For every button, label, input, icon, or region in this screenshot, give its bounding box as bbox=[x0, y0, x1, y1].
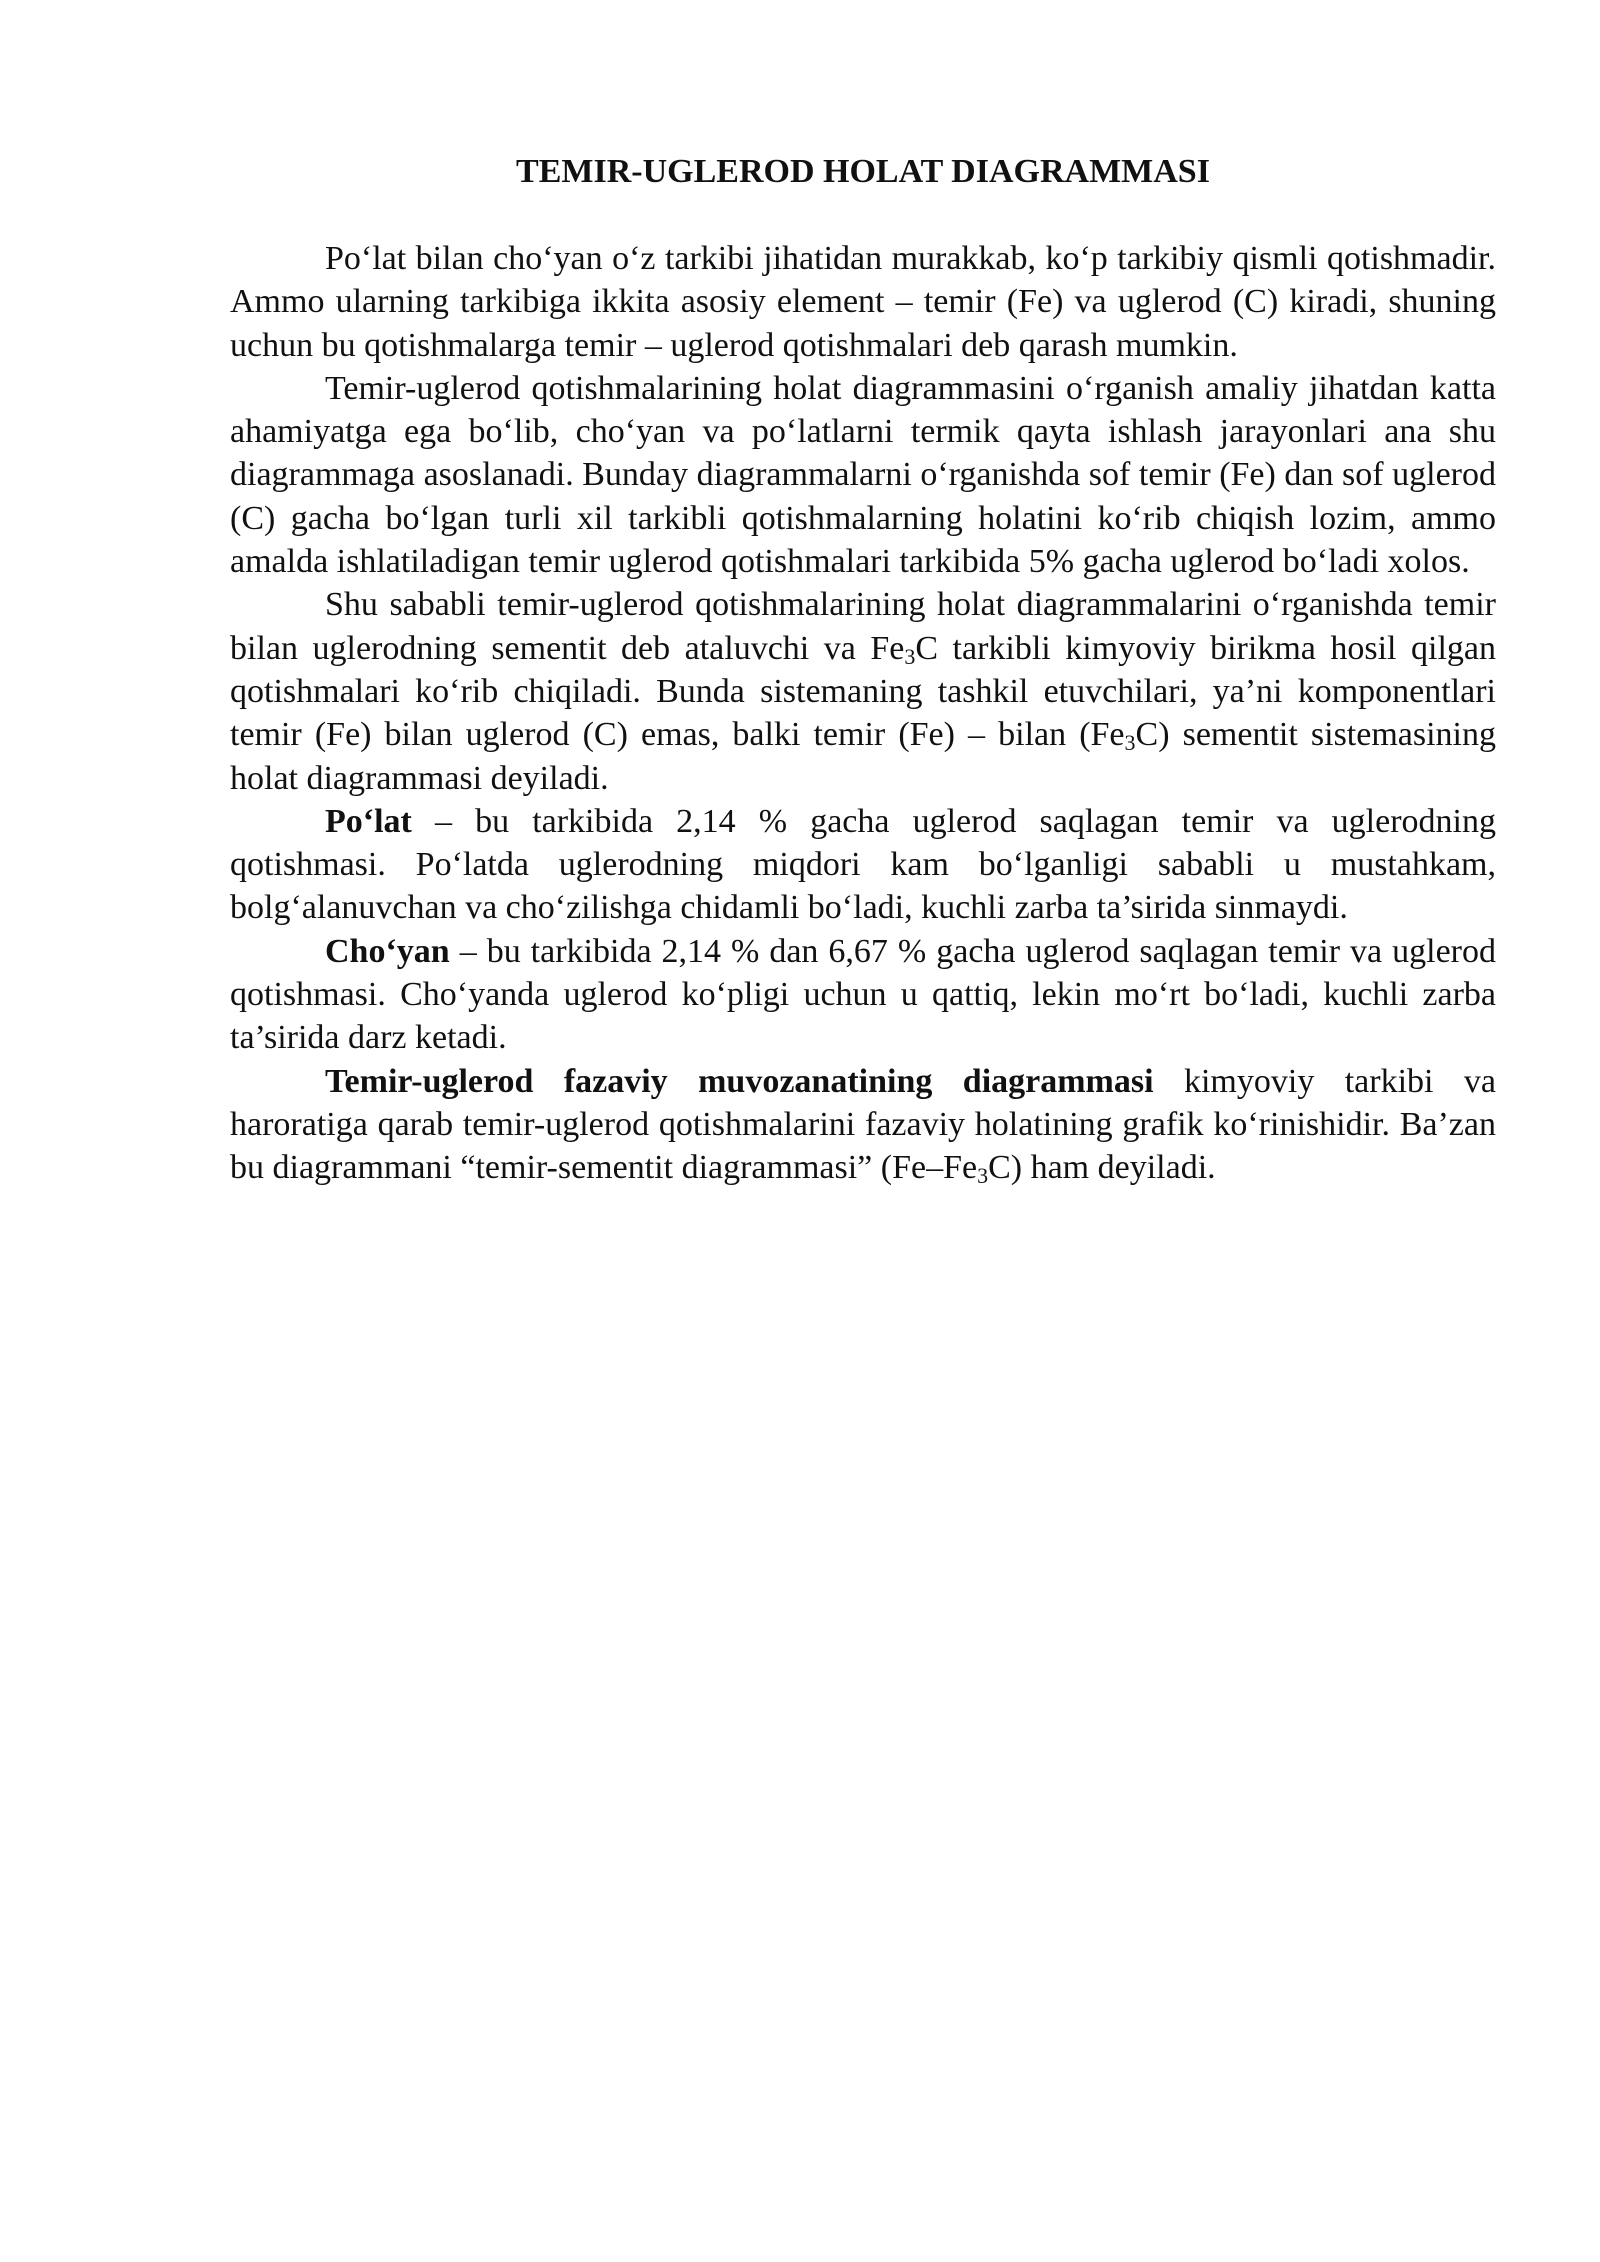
text-run: C) sementit sistemasining holat diagrammasi deyiladi. bbox=[230, 716, 1497, 797]
paragraph-diagram-importance: Temir-uglerod qotishmalarining holat diagrammasini o‘rganish amaliy jihatdan katta ahamiyatga ega bo‘lib, cho‘yan va po‘latlarni termik qayta ishlash jarayonlari ana shu diagrammaga asoslanadi. Bunday diagrammalarni o‘rganishda sof temir (Fe) dan sof uglerod (C) gacha bo‘lgan turli xil tarkibli qotishmalarning holatini ko‘rib chiqish lozim, ammo amalda ishlatiladigan temir uglerod qotishmalari tarkibida 5% gacha uglerod bo‘ladi xolos. bbox=[230, 369, 1496, 581]
paragraph-cast-iron-definition bbox=[230, 930, 1496, 1060]
subscript: 3 bbox=[904, 643, 916, 669]
document-page bbox=[230, 150, 1496, 1190]
definition-text: C) ham deyiladi. bbox=[988, 1149, 1216, 1187]
term-phase-diagram: Temir-uglerod fazaviy muvozanatining diagrammasi bbox=[325, 1062, 1154, 1100]
paragraph-steel-definition bbox=[230, 800, 1496, 930]
term-cast-iron: Cho‘yan bbox=[325, 932, 450, 970]
paragraph-phase-diagram-definition bbox=[230, 1060, 1496, 1190]
text-run: C tarkibli kimyoviy birikma hosil qilgan qotishmalari ko‘rib chiqiladi. Bunda sistemaning tashkil etuvchilari, ya’ni komponentlari temir (Fe) bilan uglerod (C) emas, balki temir (Fe) – bilan (Fe bbox=[230, 629, 1496, 754]
subscript: 3 bbox=[977, 1163, 989, 1189]
subscript: 3 bbox=[1124, 730, 1136, 756]
definition-text: kimyoviy tarkibi va haroratiga qarab temir-uglerod qotishmalarini fazaviy holatining grafik ko‘rinishidir. Ba’zan bu diagrammani “temir-sementit diagrammasi” (Fe–Fe bbox=[230, 1062, 1497, 1187]
paragraph-intro: Po‘lat bilan cho‘yan o‘z tarkibi jihatidan murakkab, ko‘p tarkibiy qismli qotishmadir. Ammo ularning tarkibiga ikkita asosiy element – temir (Fe) va uglerod (C) kiradi, shuning uchun bu qotishmalarga temir – uglerod qotishmalari deb qarash mumkin. bbox=[230, 240, 1496, 364]
definition-text: – bu tarkibida 2,14 % gacha uglerod saqlagan temir va uglerodning qotishmasi. Po‘latda uglerodning miqdori kam bo‘lganligi sababli u mustahkam, bolg‘alanuvchan va cho‘zilishga chidamli bo‘ladi, kuchli zarba ta’sirida sinmaydi. bbox=[230, 802, 1496, 927]
term-steel: Po‘lat bbox=[325, 802, 412, 840]
text-run: Shu sababli temir-uglerod qotishmalarining holat diagrammalarini o‘rganishda temir bilan uglerodning sementit deb ataluvchi va Fe bbox=[230, 586, 1496, 667]
definition-text: – bu tarkibida 2,14 % dan 6,67 % gacha uglerod saqlagan temir va uglerod qotishmasi. Cho‘yanda uglerod ko‘pligi uchun u qattiq, lekin mo‘rt bo‘ladi, kuchli zarba ta’sirida darz ketadi. bbox=[230, 932, 1496, 1057]
page-title: TEMIR-UGLEROD HOLAT DIAGRAMMASI bbox=[516, 153, 1210, 190]
paragraph-cementite-system bbox=[230, 583, 1496, 799]
